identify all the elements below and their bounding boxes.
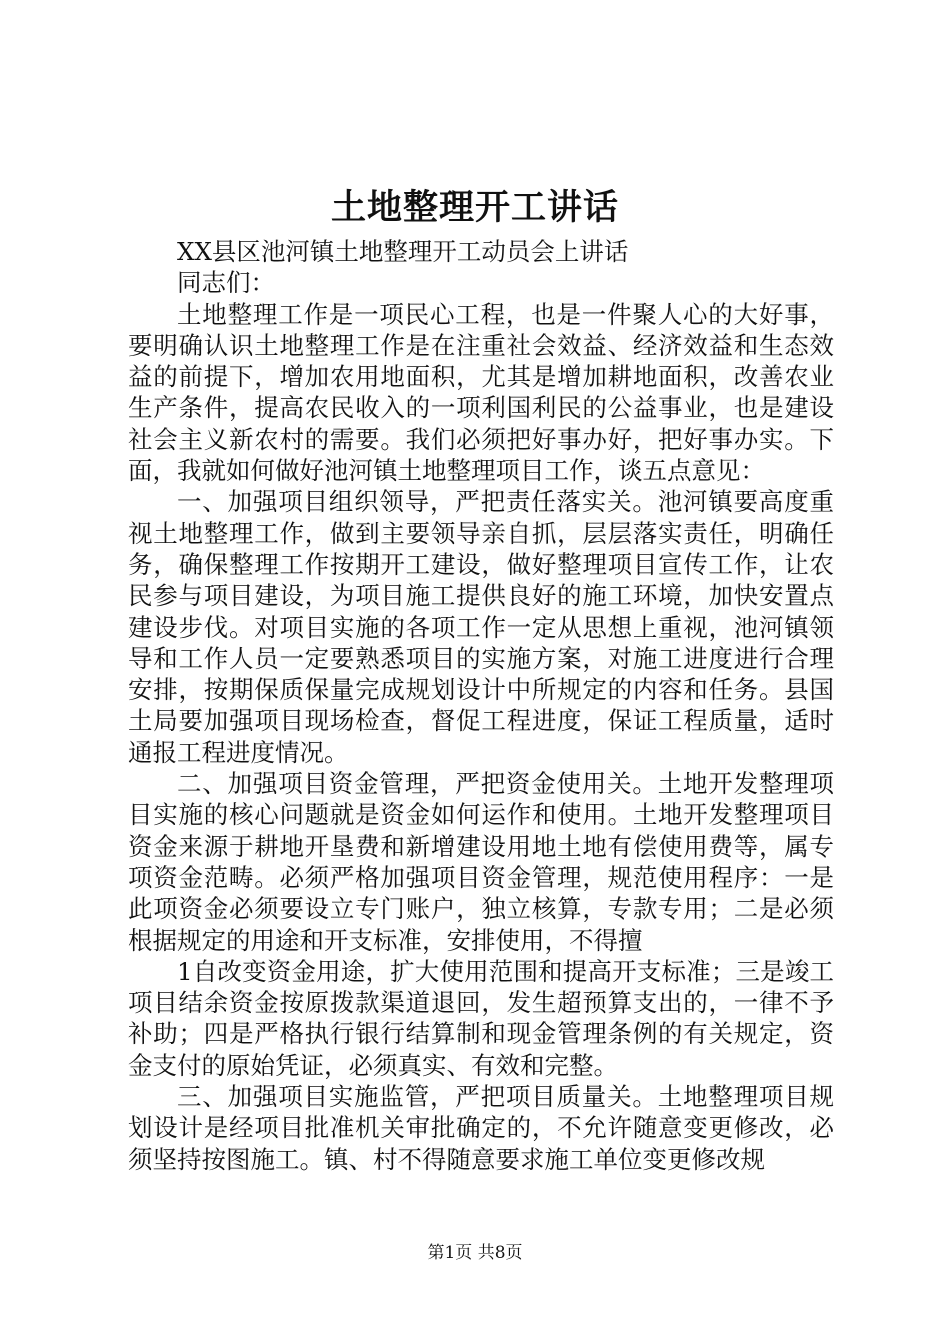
document-title: 土地整理开工讲话	[330, 187, 619, 228]
salutation: 同志们：	[177, 268, 275, 298]
paragraph-point-one: 一、加强项目组织领导，严把责任落实关。池河镇要高度重视土地整理工作，做到主要领导亲自抓，层层落实责任，明确任务，确保整理工作按期开工建设，做好整理项目宣传工作，让农民参与项目建设，为项目施工提供良好的施工环境，加快安置点建设步伐。对项目实施的各项工作一定从思想上重视，池河镇领导和工作人员一定要熟悉项目的实施方案，对施工进度进行合理安排，按期保质保量完成规划设计中所规定的内容和任务。县国土局要加强项目现场检查，督促工程进度，保证工程质量，适时通报工程进度情况。	[128, 487, 834, 767]
speech-subtitle: XX县区池河镇土地整理开工动员会上讲话	[177, 237, 629, 266]
paragraph-point-two: 二、加强项目资金管理，严把资金使用关。土地开发整理项目实施的核心问题就是资金如何运作和使用。土地开发整理项目资金来源于耕地开垦费和新增建设用地土地有偿使用费等，属专项资金范畴。必须严格加强项目资金管理，规范使用程序：一是此项资金必须要设立专门账户，独立核算，专款专用；二是必须根据规定的用途和开支标准，安排使用，不得擅	[128, 769, 834, 955]
page-footer: 第1页 共8页	[427, 1243, 523, 1263]
paragraph-point-two-continued: 1自改变资金用途，扩大使用范围和提高开支标准；三是竣工项目结余资金按原拨款渠道退回，发生超预算支出的，一律不予补助；四是严格执行银行结算制和现金管理条例的有关规定，资金支付的原始凭证，必须真实、有效和完整。	[128, 956, 834, 1080]
paragraph-intro: 土地整理工作是一项民心工程，也是一件聚人心的大好事，要明确认识土地整理工作是在注重社会效益、经济效益和生态效益的前提下，增加农用地面积，尤其是增加耕地面积，改善农业生产条件，提高农民收入的一项利国利民的公益事业，也是建设社会主义新农村的需要。我们必须把好事办好，把好事办实。下面，我就如何做好池河镇土地整理项目工作，谈五点意见：	[128, 299, 834, 486]
paragraph-point-three: 三、加强项目实施监管，严把项目质量关。土地整理项目规划设计是经项目批准机关审批确定的，不允许随意变更修改，必须坚持按图施工。镇、村不得随意要求施工单位变更修改规	[128, 1082, 834, 1174]
document-body	[128, 236, 834, 1175]
